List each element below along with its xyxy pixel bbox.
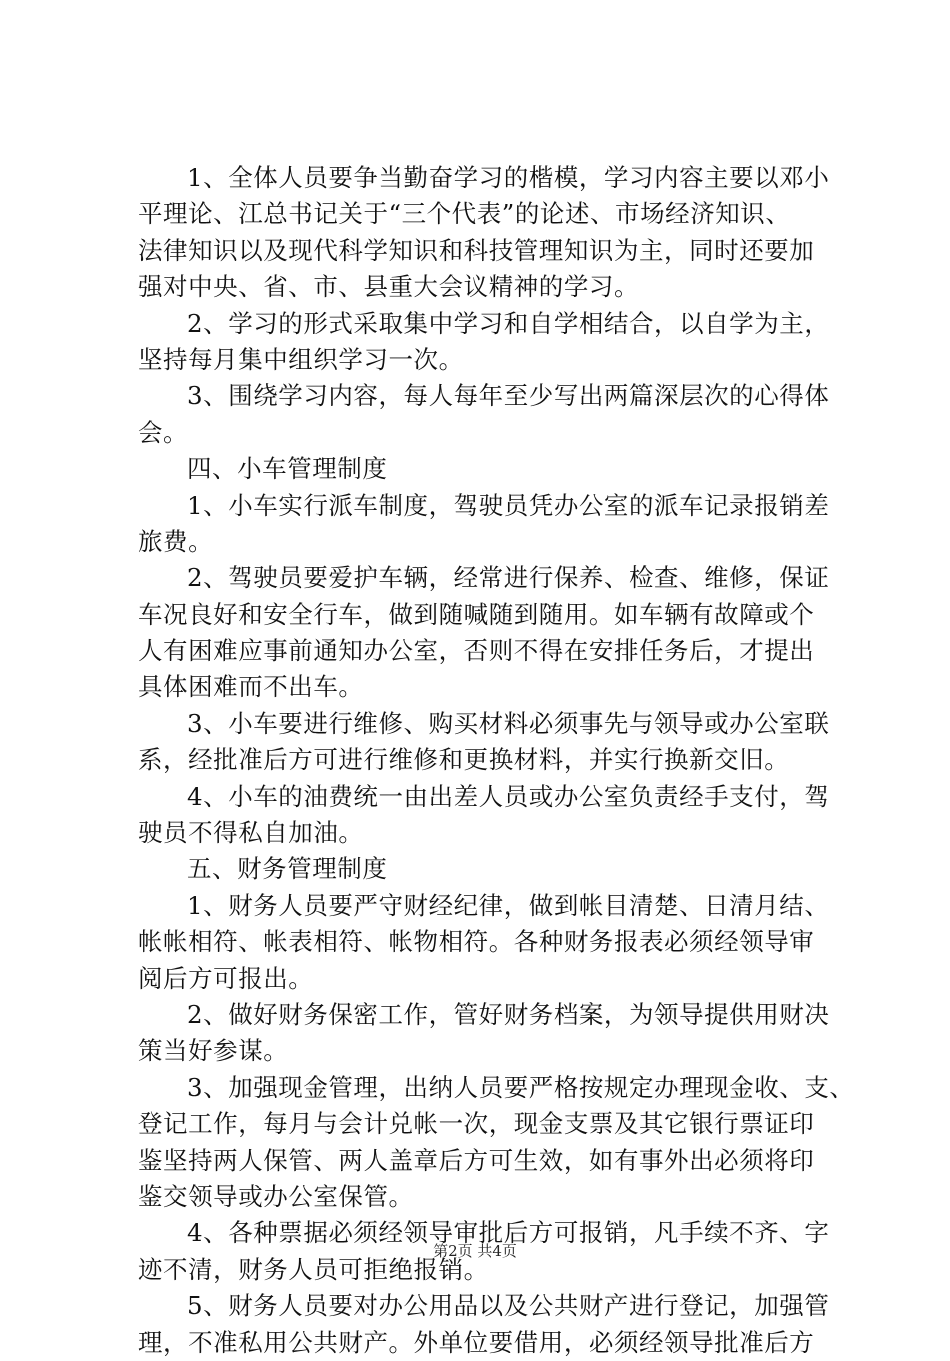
text-line: 驶员不得私自加油。 xyxy=(138,818,364,848)
text-line: 强对中央、省、市、县重大会议精神的学习。 xyxy=(138,272,639,302)
text-line: 2、学习的形式采取集中学习和自学相结合，以自学为主， xyxy=(187,308,830,338)
text-line: 策当好参谋。 xyxy=(138,1036,289,1066)
text-line: 迹不清，财务人员可拒绝报销。 xyxy=(138,1254,489,1284)
text-line: 阅后方可报出。 xyxy=(138,963,314,993)
text-line: 1、小车实行派车制度，驾驶员凭办公室的派车记录报销差 xyxy=(187,490,830,520)
text-line: 3、围绕学习内容，每人每年至少写出两篇深层次的心得体 xyxy=(187,381,830,411)
text-line: 五、财务管理制度 xyxy=(187,854,388,884)
text-line: 鉴交领导或办公室保管。 xyxy=(138,1181,414,1211)
text-line: 人有困难应事前通知办公室，否则不得在安排任务后，才提出 xyxy=(138,636,815,666)
text-line: 平理论、江总书记关于“三个代表”的论述、市场经济知识、 xyxy=(138,199,791,229)
text-line: 2、驾驶员要爱护车辆，经常进行保养、检查、维修，保证 xyxy=(187,563,830,593)
document-body xyxy=(138,160,855,1361)
text-line: 5、财务人员要对办公用品以及公共财产进行登记，加强管 xyxy=(187,1291,830,1321)
text-line: 2、做好财务保密工作，管好财务档案，为领导提供用财决 xyxy=(187,999,830,1029)
text-line: 1、财务人员要严守财经纪律，做到帐目清楚、日清月结、 xyxy=(187,890,830,920)
text-line: 3、加强现金管理，出纳人员要严格按规定办理现金收、支、 xyxy=(187,1072,855,1102)
text-line: 4、小车的油费统一由出差人员或办公室负责经手支付，驾 xyxy=(187,781,830,811)
text-line: 1、全体人员要争当勤奋学习的楷模，学习内容主要以邓小 xyxy=(187,163,830,192)
text-line: 车况良好和安全行车，做到随喊随到随用。如车辆有故障或个 xyxy=(138,599,815,629)
text-line: 鉴坚持两人保管、两人盖章后方可生效，如有事外出必须将印 xyxy=(138,1145,815,1175)
text-line: 系，经批准后方可进行维修和更换材料，并实行换新交旧。 xyxy=(138,745,790,775)
text-line: 旅费。 xyxy=(138,526,214,556)
text-line: 具体困难而不出车。 xyxy=(138,672,364,702)
text-line: 会。 xyxy=(138,417,189,447)
text-line: 4、各种票据必须经领导审批后方可报销，凡手续不齐、字 xyxy=(187,1218,830,1248)
page-footer: 第2页 共4页 xyxy=(433,1242,517,1260)
text-line: 法律知识以及现代科学知识和科技管理知识为主，同时还要加 xyxy=(138,235,815,265)
text-line: 四、小车管理制度 xyxy=(187,454,388,484)
text-line: 帐帐相符、帐表相符、帐物相符。各种财务报表必须经领导审 xyxy=(138,927,815,957)
text-line: 坚持每月集中组织学习一次。 xyxy=(138,344,464,374)
text-line: 3、小车要进行维修、购买材料必须事先与领导或办公室联 xyxy=(187,708,830,738)
text-line: 理，不准私用公共财产。外单位要借用，必须经领导批准后方 xyxy=(138,1327,815,1357)
text-line: 登记工作，每月与会计兑帐一次，现金支票及其它银行票证印 xyxy=(138,1109,815,1139)
